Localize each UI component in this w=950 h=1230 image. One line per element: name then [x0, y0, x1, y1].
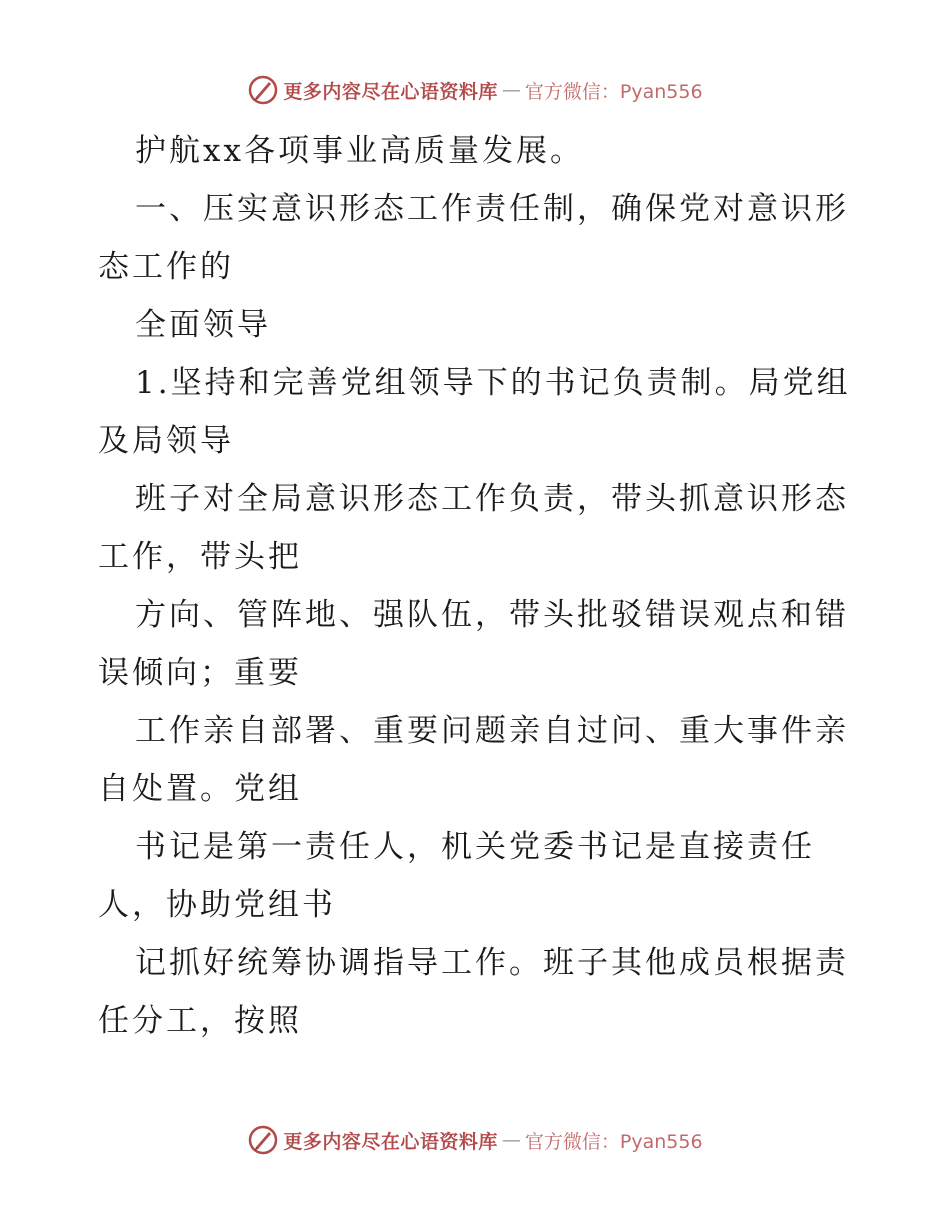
text-line: 任分工，按照 — [98, 1003, 302, 1039]
text-line: 一、压实意识形态工作责任制，确保党对意识形 — [135, 191, 849, 227]
text-line: 态工作的 — [98, 249, 234, 285]
text-line: 工作亲自部署、重要问题亲自过问、重大事件亲 — [135, 713, 849, 749]
text-line: 记抓好统筹协调指导工作。班子其他成员根据责 — [135, 945, 849, 981]
quill-logo-icon — [247, 1124, 279, 1156]
text-line: 班子对全局意识形态工作负责，带头抓意识形态 — [135, 481, 849, 517]
text-line: 及局领导 — [98, 423, 234, 459]
watermark-dash: — — [501, 79, 521, 101]
text-line: 工作，带头把 — [98, 539, 302, 575]
text-line: 1.坚持和完善党组领导下的书记负责制。局党组 — [135, 365, 851, 401]
watermark-wechat: 官方微信：Pyan556 — [524, 80, 703, 103]
quill-logo-icon — [247, 74, 279, 106]
document-body — [98, 122, 858, 1050]
text-line: 方向、管阵地、强队伍，带头批驳错误观点和错 — [135, 597, 849, 633]
text-line: 自处置。党组 — [98, 771, 302, 807]
footer-watermark — [0, 1120, 950, 1160]
watermark-brand: 更多内容尽在心语资料库 — [283, 1130, 498, 1153]
text-line: 书记是第一责任人，机关党委书记是直接责任 — [135, 829, 815, 865]
text-line: 人，协助党组书 — [98, 887, 336, 923]
text-line: 误倾向；重要 — [98, 655, 302, 691]
header-watermark — [0, 70, 950, 110]
text-line: 护航xx各项事业高质量发展。 — [135, 133, 584, 169]
watermark-brand: 更多内容尽在心语资料库 — [283, 80, 498, 103]
text-line: 全面领导 — [135, 307, 271, 343]
watermark-dash: — — [501, 1129, 521, 1151]
watermark-wechat: 官方微信：Pyan556 — [524, 1130, 703, 1153]
